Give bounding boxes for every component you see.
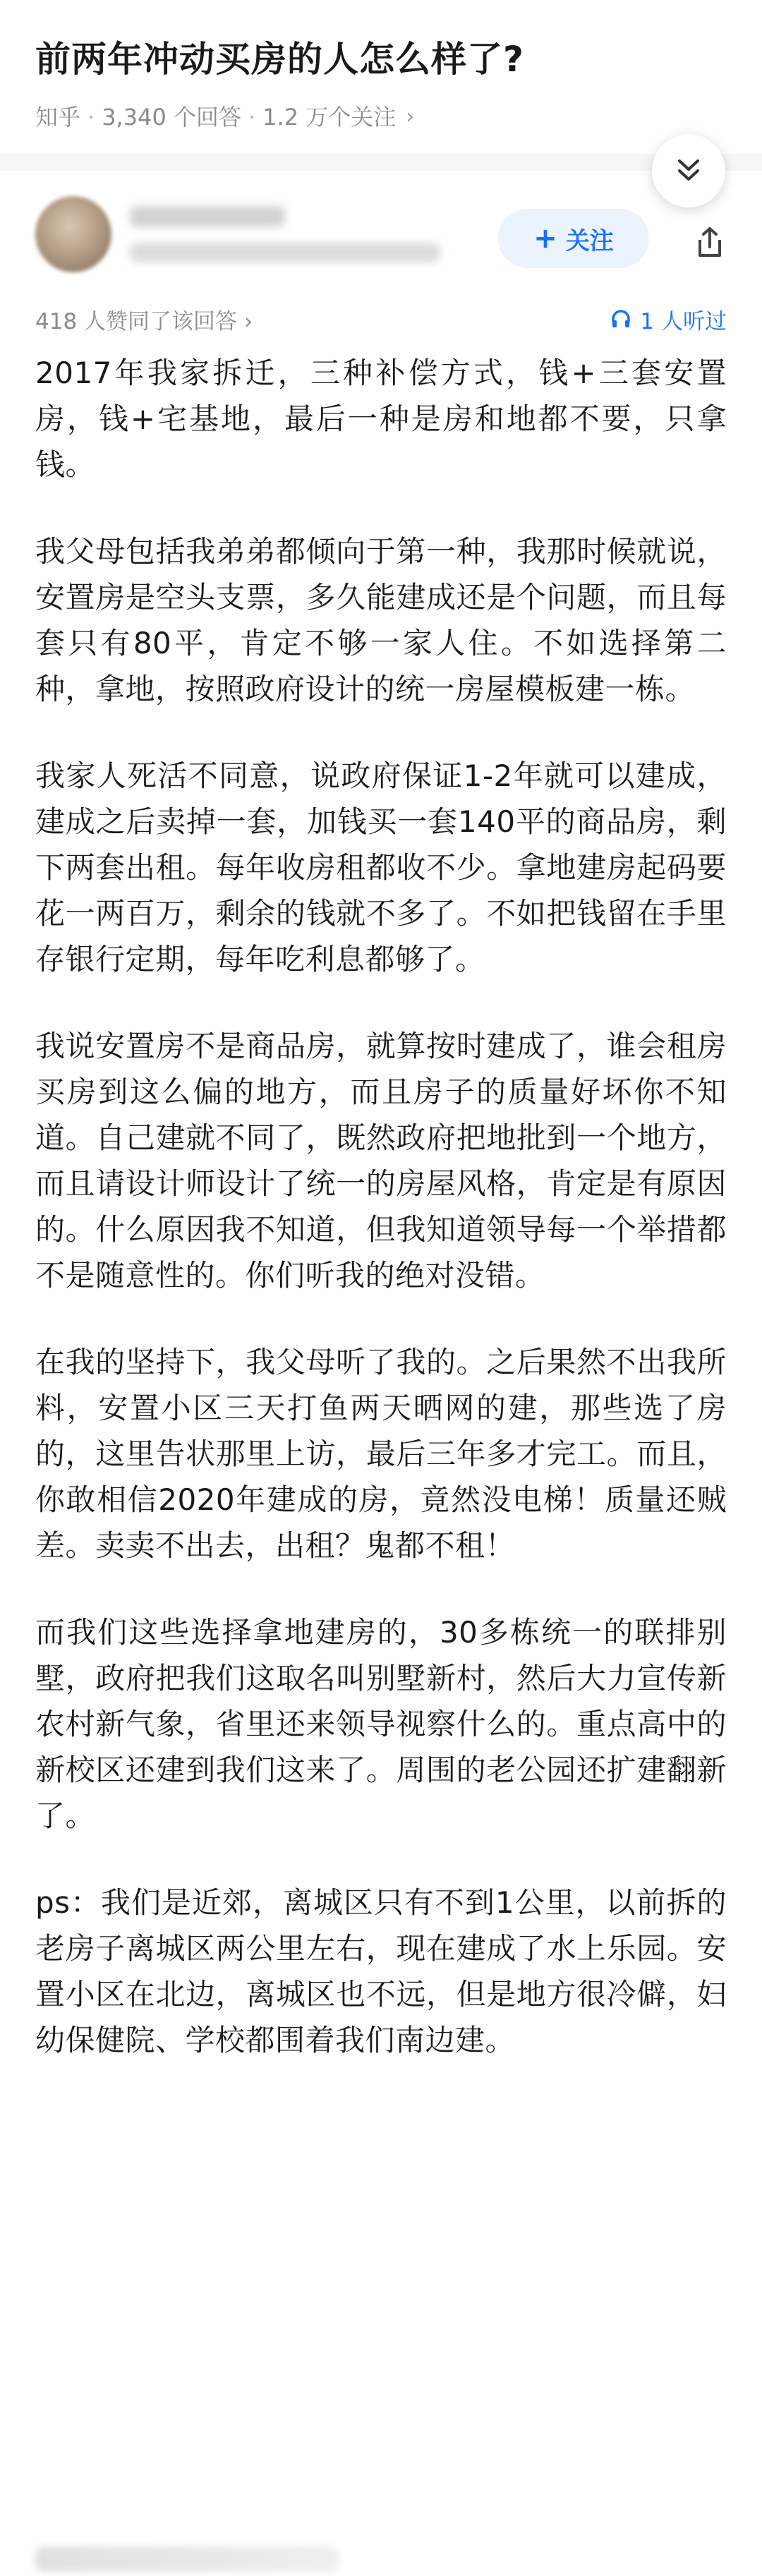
chevron-right-icon: ›: [243, 308, 253, 334]
answer-paragraph: 我家人死活不同意，说政府保证1-2年就可以建成，建成之后卖掉一套，加钱买一套140平的商品房，剩下两套出租。每年收房租都收不少。拿地建房起码要花一两百万，剩余的钱就不多了。不如把钱留在手里存银行定期，每年吃利息都够了。: [35, 758, 727, 976]
author-info-redacted[interactable]: [130, 206, 440, 262]
answer-paragraph: 我父母包括我弟弟都倾向于第一种，我那时候就说，安置房是空头支票，多久能建成还是个问题，而且每套只有80平，肯定不够一家人住。不如选择第二种，拿地，按照政府设计的统一房屋模板建一栋。: [35, 534, 727, 706]
answer-paragraph: 而我们这些选择拿地建房的，30多栋统一的联排别墅，政府把我们这取名叫别墅新村，然后大力宣传新农村新气象，省里还来领导视察什么的。重点高中的新校区还建到我们这来了。周围的老公园还扩建翻新了。: [35, 1615, 727, 1833]
follow-label: 关注: [565, 226, 614, 255]
answer-content: [0, 340, 762, 2063]
share-icon: [694, 226, 725, 260]
listen-text: 1 人听过: [640, 308, 727, 334]
meta-separator: ·: [87, 104, 95, 131]
double-chevron-down-icon: [675, 157, 702, 185]
answer-paragraph: 2017年我家拆迁，三种补偿方式，钱+三套安置房，钱+宅基地，最后一种是房和地都不要，只拿钱。: [35, 356, 727, 482]
meta-separator: ·: [248, 104, 256, 131]
plus-icon: +: [533, 222, 557, 255]
upvote-count[interactable]: [35, 303, 253, 335]
answer-paragraph: ps：我们是近郊，离城区只有不到1公里，以前拆的老房子离城区两公里左右，现在建成了水上乐园。安置小区在北边，离城区也不远，但是地方很冷僻，妇幼保健院、学校都围着我们南边建。: [35, 1885, 727, 2057]
followers-count: 1.2 万个关注: [262, 104, 397, 131]
listen-button[interactable]: [610, 303, 727, 335]
answer-stats: [0, 298, 762, 340]
question-title[interactable]: 前两年冲动买房的人怎么样了?: [35, 39, 525, 80]
question-header: [0, 0, 762, 133]
answers-count: 3,340 个回答: [102, 104, 241, 131]
chevron-right-icon: ›: [406, 104, 415, 129]
author-row: [0, 171, 762, 298]
author-bio-redacted: [130, 243, 440, 262]
headphones-icon: [610, 308, 631, 329]
answer-paragraph: 我说安置房不是商品房，就算按时建成了，谁会租房买房到这么偏的地方，而且房子的质量好坏你不知道。自己建就不同了，既然政府把地批到一个地方，而且请设计师设计了统一的房屋风格，肯定是有原因的。什么原因我不知道，但我知道领导每一个举措都不是随意性的。你们听我的绝对没错。: [35, 1029, 727, 1293]
collapse-button[interactable]: [652, 134, 725, 207]
answer-paragraph: 在我的坚持下，我父母听了我的。之后果然不出我所料，安置小区三天打鱼两天晒网的建，那些选了房的，这里告状那里上访，最后三年多才完工。而且，你敢相信2020年建成的房，竟然没电梯！质量还贼差。卖卖不出去，出租？鬼都不租！: [35, 1345, 727, 1563]
share-button[interactable]: [694, 226, 725, 260]
section-divider: [0, 154, 762, 171]
follow-button[interactable]: [498, 209, 649, 268]
avatar[interactable]: [35, 196, 111, 272]
source-label: 知乎: [35, 104, 81, 131]
watermark-redacted: [35, 2546, 339, 2572]
upvote-text: 418 人赞同了该回答: [35, 308, 238, 334]
question-meta[interactable]: [35, 102, 727, 133]
author-name-redacted: [130, 206, 285, 227]
